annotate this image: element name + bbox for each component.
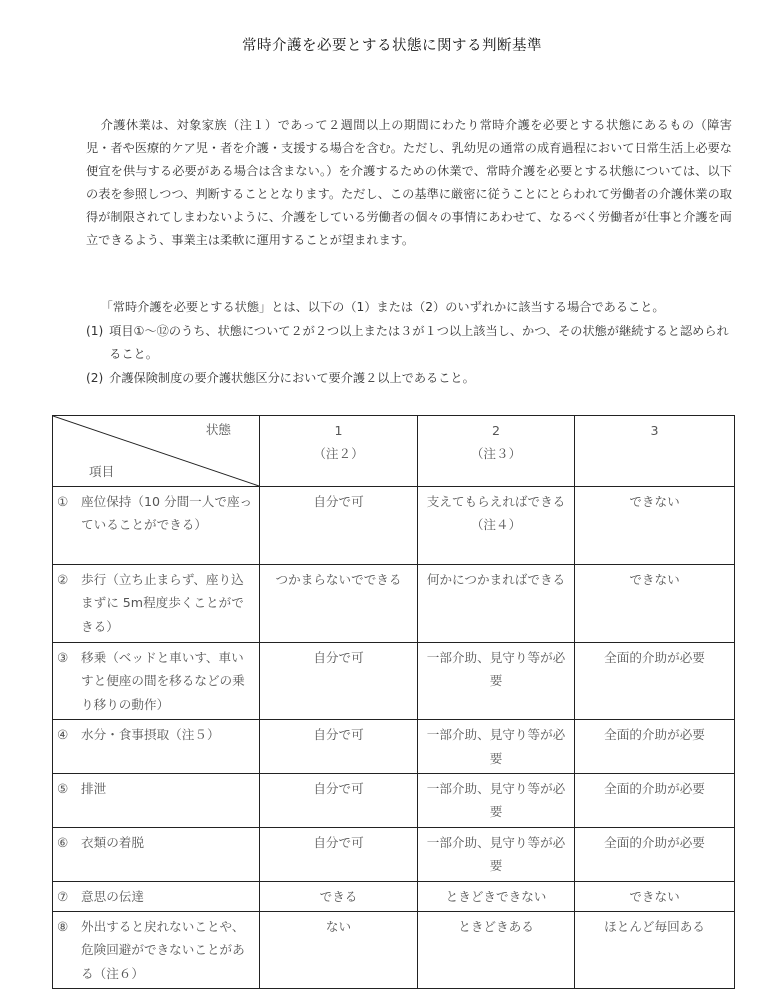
- level-1-cell: 自分で可: [260, 643, 418, 720]
- level-1-header: [260, 416, 418, 487]
- page-title: 常時介護を必要とする状態に関する判断基準: [242, 38, 542, 54]
- level-2-cell: ときどきある: [418, 912, 575, 989]
- level-3-cell: ほとんど毎回ある: [575, 912, 735, 989]
- item-cell: [53, 643, 260, 720]
- level-2-cell: 一部介助、見守り等が必要: [418, 774, 575, 828]
- level-3-cell: できない: [575, 487, 735, 565]
- table-row: [53, 720, 735, 774]
- level-1-cell: 自分で可: [260, 720, 418, 774]
- level-note: （注２）: [313, 446, 364, 462]
- item-cell: [53, 774, 260, 828]
- item-number: ②: [57, 572, 69, 587]
- table-row: [53, 565, 735, 643]
- item-cell: [53, 912, 260, 989]
- table-row: [53, 881, 735, 911]
- table-header-row: [53, 416, 735, 487]
- table-row: [53, 912, 735, 989]
- level-3-cell: 全面的介助が必要: [575, 774, 735, 828]
- item-label: 衣類の着脱: [81, 834, 144, 850]
- definition-section: [86, 296, 732, 390]
- item-number: ①: [57, 494, 69, 509]
- level-2-cell: 一部介助、見守り等が必要: [418, 720, 575, 774]
- item-number: ⑦: [57, 888, 69, 904]
- intro-paragraph: 介護休業は、対象家族（注１）であって２週間以上の期間にわたり常時介護を必要とする状態にあるもの（障害児・者や医療的ケア児・者を介護・支援する場合を含む。ただし、乳幼児の通常の成育過程において日常生活上必要な便宜を供与する必要がある場合は含まない。）を介護するための休業で、常時介護を必要とする状態については、以下の表を参照しつつ、判断することとなります。ただし、この基準に厳密に従うことにとらわれて労働者の介護休業の取得が制限されてしまわないように、介護をしている労働者の個々の事情にあわせて、なるべく労働者が仕事と介護を両立できるよう、事業主は柔軟に運用することが望まれます。: [86, 118, 732, 248]
- level-number: 3: [650, 423, 659, 438]
- level-number: 2: [491, 423, 500, 438]
- cell-text: 支えてもらえればできる: [426, 494, 566, 509]
- state-header-label: 状態: [205, 422, 231, 437]
- table-row: [53, 827, 735, 881]
- item-number: ③: [57, 650, 69, 665]
- level-1-cell: 自分で可: [260, 487, 418, 565]
- item-cell: [53, 720, 260, 774]
- level-1-cell: 自分で可: [260, 774, 418, 828]
- item-cell: [53, 565, 260, 643]
- definition-lead: 「常時介護を必要とする状態」とは、以下の（1）または（2）のいずれかに該当する場合であること。: [100, 300, 665, 314]
- item-label: 水分・食事摂取（注５）: [81, 727, 220, 743]
- condition-number: (2): [86, 370, 104, 385]
- item-number: ⑥: [57, 834, 69, 850]
- table-row: [53, 643, 735, 720]
- item-number: ⑤: [57, 781, 69, 797]
- level-1-cell: できる: [260, 881, 418, 911]
- table-row: [53, 487, 735, 565]
- item-label: 意思の伝達: [81, 888, 144, 904]
- level-2-cell: 一部介助、見守り等が必要: [418, 643, 575, 720]
- level-2-cell: 一部介助、見守り等が必要: [418, 827, 575, 881]
- level-3-cell: 全面的介助が必要: [575, 827, 735, 881]
- item-cell: [53, 487, 260, 565]
- level-2-cell: ときどきできない: [418, 881, 575, 911]
- condition-text: 介護保険制度の要介護状態区分において要介護２以上であること。: [109, 370, 475, 385]
- cell-note: （注４）: [470, 517, 522, 533]
- condition-text: 項目①～⑫のうち、状態について２が２つ以上または３が１つ以上該当し、かつ、その状態が継続すると認められること。: [109, 323, 729, 361]
- level-1-cell: つかまらないでできる: [260, 565, 418, 643]
- level-3-header: [575, 416, 735, 487]
- level-3-cell: できない: [575, 881, 735, 911]
- level-2-header: [418, 416, 575, 487]
- item-label: 移乗（ベッドと車いす、車いすと便座の間を移るなどの乗り移りの動作）: [81, 650, 245, 712]
- condition-1: [86, 320, 732, 367]
- level-1-cell: ない: [260, 912, 418, 989]
- level-2-cell: 何かにつかまればできる: [418, 565, 575, 643]
- item-cell: [53, 881, 260, 911]
- level-number: 1: [334, 423, 343, 438]
- level-3-cell: 全面的介助が必要: [575, 643, 735, 720]
- table-row: [53, 774, 735, 828]
- level-3-cell: できない: [575, 565, 735, 643]
- condition-2: [86, 367, 732, 391]
- item-number: ⑧: [57, 919, 69, 935]
- level-3-cell: 全面的介助が必要: [575, 720, 735, 774]
- level-1-cell: 自分で可: [260, 827, 418, 881]
- item-label: 排泄: [81, 781, 107, 797]
- corner-header-cell: [53, 416, 260, 487]
- item-label: 歩行（立ち止まらず、座り込まずに 5m程度歩くことができる）: [81, 572, 244, 634]
- level-2-cell: [418, 487, 575, 565]
- level-note: （注３）: [470, 446, 522, 462]
- condition-number: (1): [86, 323, 104, 338]
- item-cell: [53, 827, 260, 881]
- item-header-label: 項目: [89, 464, 115, 479]
- item-number: ④: [57, 727, 69, 743]
- item-label: 外出すると戻れないことや、危険回避ができないことがある（注６）: [81, 919, 245, 981]
- criteria-table: [52, 415, 735, 989]
- item-label: 座位保持（10 分間一人で座っていることができる）: [81, 494, 253, 533]
